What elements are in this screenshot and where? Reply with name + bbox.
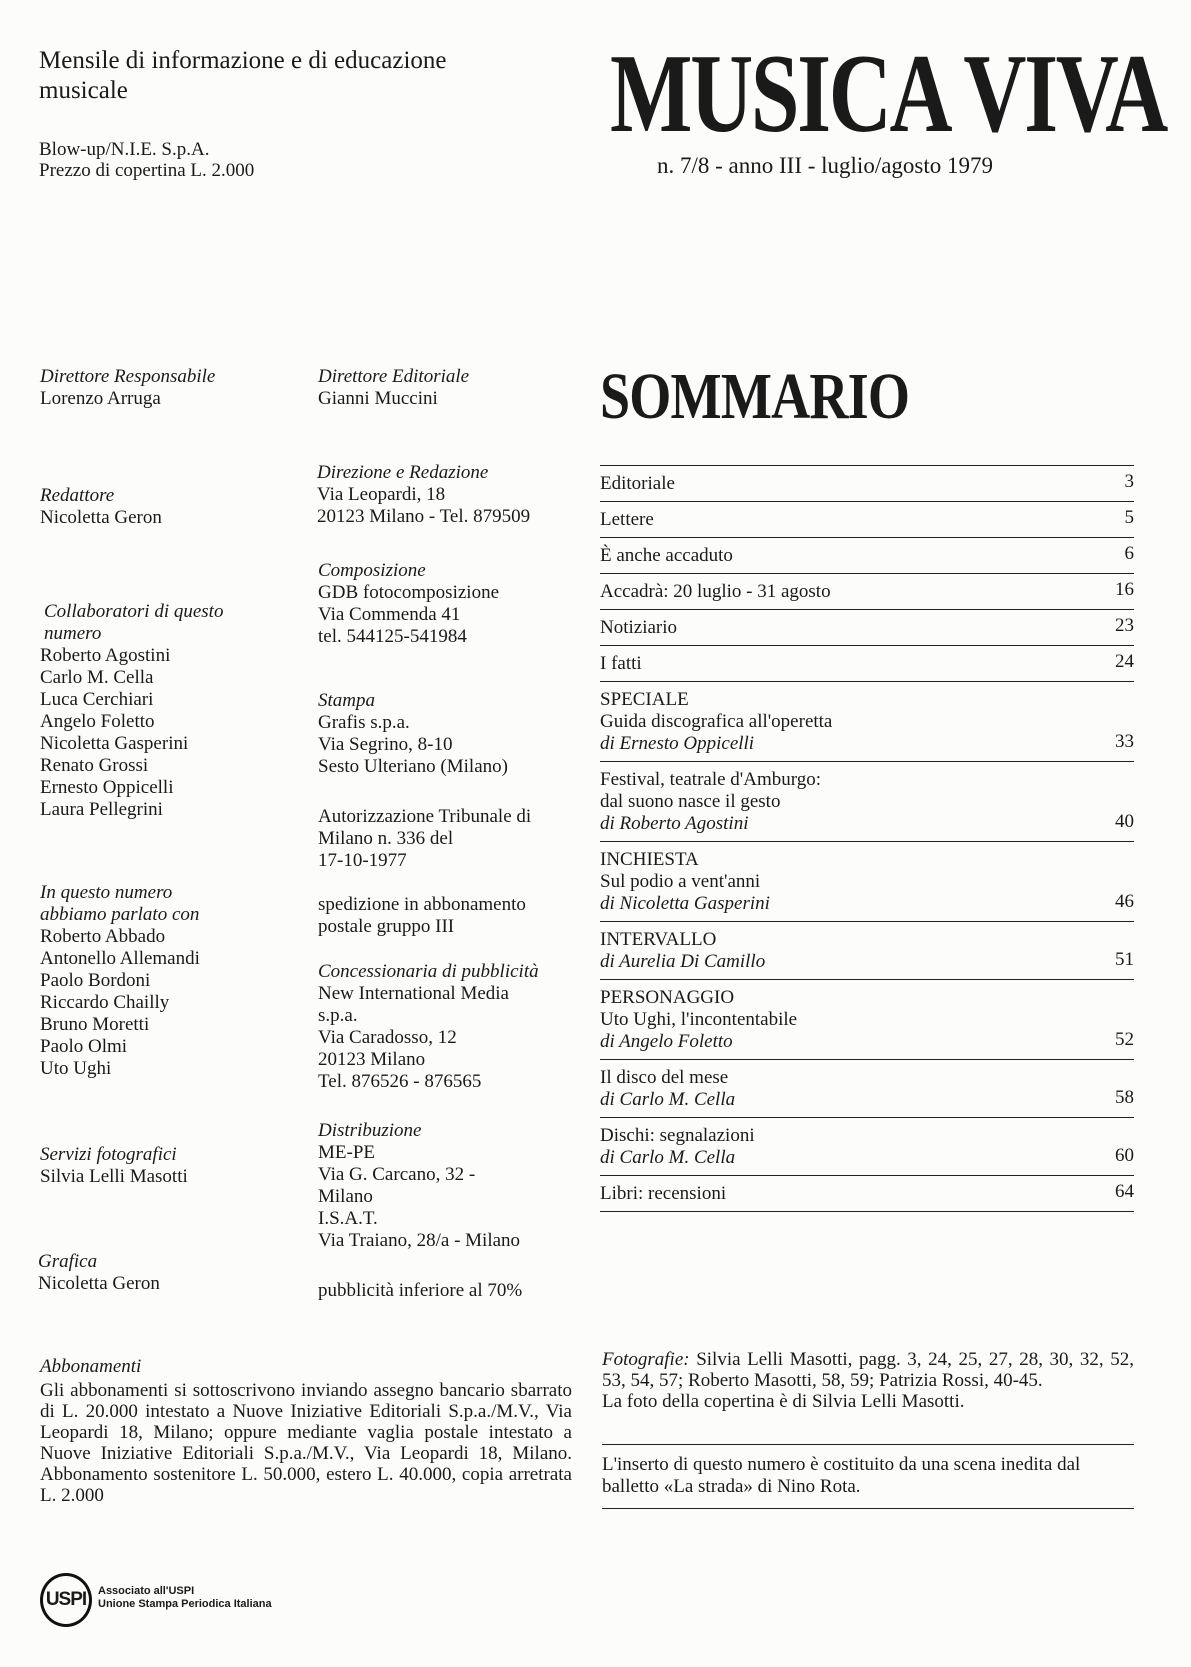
spedizione-line: postale gruppo III (318, 916, 455, 937)
toc-page-number: 60 (1115, 1145, 1134, 1166)
uspi-line1: Associato all'USPI (98, 1585, 195, 1597)
collaboratori-block (40, 601, 223, 821)
intervistato: Paolo Olmi (40, 1036, 128, 1057)
toc-row (600, 841, 1134, 921)
toc-author: di Carlo M. Cella (600, 1089, 736, 1110)
direttore-resp: Lorenzo Arruga (40, 388, 161, 409)
tagline-line2: musicale (39, 77, 128, 104)
toc-author: di Aurelia Di Camillo (600, 951, 766, 972)
dir-edit: Gianni Muccini (318, 388, 438, 409)
uspi-line2: Unione Stampa Periodica Italiana (98, 1598, 272, 1610)
toc-row (600, 609, 1134, 645)
autorizzazione-block (318, 806, 531, 872)
concessionaria-line: s.p.a. (318, 1005, 358, 1026)
toc-title: Il disco del mese (600, 1067, 729, 1088)
autorizzazione-line: Autorizzazione Tribunale di (318, 806, 532, 827)
distribuzione-label: Distribuzione (318, 1120, 422, 1141)
toc-row (600, 465, 1134, 501)
photo-credits-text: Silvia Lelli Masotti, pagg. 3, 24, 25, 27, 28, 30, 32, 52, 53, 54, 57; Roberto Masotti, 58, 59; Patrizia Rossi, 40-45. (602, 1349, 1134, 1391)
grafica-block (38, 1251, 160, 1295)
publisher: Blow-up/N.I.E. S.p.A. (39, 139, 210, 160)
distribuzione-line: ME-PE (318, 1142, 375, 1163)
dir-edit-label: Direttore Editoriale (318, 366, 470, 387)
concessionaria-line: Tel. 876526 - 876565 (318, 1071, 482, 1092)
grafica-label: Grafica (38, 1251, 98, 1272)
parlato-label-1: In questo numero (40, 882, 173, 903)
toc-title: Guida discografica all'operetta (600, 711, 833, 732)
toc-title: Dischi: segnalazioni (600, 1125, 755, 1146)
intervistato: Paolo Bordoni (40, 970, 151, 991)
toc-title: dal suono nasce il gesto (600, 791, 781, 812)
toc-page-number: 24 (1115, 651, 1134, 672)
toc-page-number: 23 (1115, 615, 1134, 636)
subscriptions-block (40, 1356, 572, 1506)
toc-title: Festival, teatrale d'Amburgo: (600, 769, 821, 790)
toc-row (600, 1059, 1134, 1117)
toc-title: Libri: recensioni (600, 1183, 727, 1204)
concessionaria-line: New International Media (318, 983, 509, 1004)
concessionaria-block (318, 961, 539, 1093)
collaboratore: Ernesto Oppicelli (40, 777, 174, 798)
divider (600, 1211, 1134, 1212)
toc-row (600, 921, 1134, 979)
stampa-label: Stampa (318, 690, 375, 711)
photo-credits (602, 1349, 1134, 1412)
toc-row (600, 681, 1134, 761)
direttore-resp-label: Direttore Responsabile (40, 366, 216, 387)
publisher-block (39, 139, 254, 181)
stampa-block (318, 690, 508, 778)
toc-title: Lettere (600, 509, 654, 530)
distribuzione-block (318, 1120, 520, 1252)
toc-row (600, 979, 1134, 1059)
toc-page-number: 64 (1115, 1181, 1134, 1202)
cover-price: Prezzo di copertina L. 2.000 (39, 160, 255, 181)
toc-title: I fatti (600, 653, 642, 674)
collaboratore: Roberto Agostini (40, 645, 171, 666)
sommario-title: SOMMARIO (600, 360, 910, 433)
stampa-line: Sesto Ulteriano (Milano) (318, 756, 508, 777)
toc-author: di Roberto Agostini (600, 813, 749, 834)
toc-title: Notiziario (600, 617, 678, 638)
autorizzazione-line: Milano n. 336 del (318, 828, 454, 849)
redazione-label: Direzione e Redazione (317, 462, 489, 483)
servizi: Silvia Lelli Masotti (40, 1166, 188, 1187)
toc-row (600, 1117, 1134, 1175)
composizione-label: Composizione (318, 560, 426, 581)
composizione-line: GDB fotocomposizione (318, 582, 500, 603)
parlato-label-2: abbiamo parlato con (40, 904, 200, 925)
collaboratore: Nicoletta Gasperini (40, 733, 189, 754)
servizi-label: Servizi fotografici (40, 1144, 177, 1165)
divider (602, 1444, 1134, 1445)
intervistato: Antonello Allemandi (40, 948, 200, 969)
toc-title: È anche accaduto (600, 545, 733, 566)
toc-title: Sul podio a vent'anni (600, 871, 761, 892)
issue-info: n. 7/8 - anno III - luglio/agosto 1979 (657, 153, 994, 178)
grafica: Nicoletta Geron (38, 1273, 160, 1294)
servizi-block (40, 1144, 188, 1188)
stampa-line: Via Segrino, 8-10 (318, 734, 453, 755)
toc-row (600, 645, 1134, 681)
collaboratore: Angelo Foletto (40, 711, 155, 732)
concessionaria-label: Concessionaria di pubblicità (318, 961, 539, 982)
toc-page-number: 58 (1115, 1087, 1134, 1108)
redattore-label: Redattore (40, 485, 115, 506)
toc-page-number: 40 (1115, 811, 1134, 832)
redattore-block (40, 485, 162, 529)
toc-author: di Ernesto Oppicelli (600, 733, 755, 754)
composizione-block (318, 560, 499, 648)
spedizione-line: spedizione in abbonamento (318, 894, 526, 915)
parlato-block (40, 882, 200, 1080)
toc-page-number: 46 (1115, 891, 1134, 912)
uspi-text (98, 1585, 272, 1611)
toc-page-number: 3 (1124, 471, 1134, 492)
collaboratore: Laura Pellegrini (40, 799, 163, 820)
collaboratori-label-2: numero (44, 623, 102, 644)
toc-author: di Nicoletta Gasperini (600, 893, 770, 914)
collaboratore: Luca Cerchiari (40, 689, 154, 710)
tagline (39, 46, 579, 106)
divider (602, 1508, 1134, 1509)
toc-title: Uto Ughi, l'incontentabile (600, 1009, 798, 1030)
toc-title: INTERVALLO (600, 929, 717, 950)
toc-title: PERSONAGGIO (600, 987, 735, 1008)
collaboratori-label-1: Collaboratori di questo (44, 601, 224, 622)
distribuzione-line: I.S.A.T. (318, 1208, 378, 1229)
intervistato: Riccardo Chailly (40, 992, 170, 1013)
toc-page-number: 52 (1115, 1029, 1134, 1050)
toc-title: Editoriale (600, 473, 675, 494)
uspi-logo: USPI (40, 1573, 92, 1627)
toc-author: di Angelo Foletto (600, 1031, 733, 1052)
subscriptions-text: Gli abbonamenti si sottoscrivono inviando assegno bancario sbarrato di L. 20.000 intestato a Nuove Iniziative Editoriali S.p.a./M.V., Via Leopardi 18, Milano; oppure mediante vaglia postale intestato a Nuove Iniziative Editoriali S.p.a./M.V., Via Leopardi 18, Milano. Abbonamento sostenitore L. 50.000, estero L. 40.000, copia arretrata L. 2.000 (40, 1380, 572, 1506)
masthead: MUSICA VIVA (610, 32, 1167, 156)
tagline-line1: Mensile di informazione e di educazione (39, 47, 447, 74)
subscriptions-label: Abbonamenti (40, 1356, 142, 1377)
redattore: Nicoletta Geron (40, 507, 162, 528)
composizione-line: tel. 544125-541984 (318, 626, 467, 647)
composizione-line: Via Commenda 41 (318, 604, 461, 625)
toc-title: Accadrà: 20 luglio - 31 agosto (600, 581, 831, 602)
dir-edit-block (318, 366, 469, 410)
insert-note: L'inserto di questo numero è costituito da una scena inedita dal balletto «La strada» di Nino Rota. (602, 1454, 1081, 1497)
toc-title: INCHIESTA (600, 849, 699, 870)
stampa-line: Grafis s.p.a. (318, 712, 410, 733)
collaboratore: Renato Grossi (40, 755, 149, 776)
intervistato: Uto Ughi (40, 1058, 112, 1079)
intervistato: Bruno Moretti (40, 1014, 150, 1035)
redazione-line: Via Leopardi, 18 (317, 484, 446, 505)
toc-row (600, 501, 1134, 537)
collaboratore: Carlo M. Cella (40, 667, 154, 688)
toc-title: SPECIALE (600, 689, 689, 710)
toc-page-number: 6 (1124, 543, 1134, 564)
distribuzione-line: Milano (318, 1186, 373, 1207)
toc-page-number: 51 (1115, 949, 1134, 970)
photo-credits-label: Fotografie: (602, 1349, 690, 1370)
table-of-contents (600, 465, 1134, 1212)
toc-row (600, 761, 1134, 841)
distribuzione-line: Via G. Carcano, 32 - (318, 1164, 476, 1185)
intervistato: Roberto Abbado (40, 926, 166, 947)
toc-page-number: 5 (1124, 507, 1134, 528)
distribuzione-line: Via Traiano, 28/a - Milano (318, 1230, 521, 1251)
pubblicita: pubblicità inferiore al 70% (318, 1280, 523, 1301)
toc-page-number: 33 (1115, 731, 1134, 752)
toc-row (600, 1175, 1134, 1211)
toc-page-number: 16 (1115, 579, 1134, 600)
concessionaria-line: Via Caradosso, 12 (318, 1027, 457, 1048)
concessionaria-line: 20123 Milano (318, 1049, 426, 1070)
toc-row (600, 573, 1134, 609)
toc-row (600, 537, 1134, 573)
toc-author: di Carlo M. Cella (600, 1147, 736, 1168)
redazione-line: 20123 Milano - Tel. 879509 (317, 506, 531, 527)
direttore-resp-block (40, 366, 215, 410)
autorizzazione-line: 17-10-1977 (318, 850, 407, 871)
redazione-block (317, 462, 530, 528)
cover-credit: La foto della copertina è di Silvia Lelli Masotti. (602, 1391, 965, 1412)
spedizione-block (318, 894, 526, 938)
